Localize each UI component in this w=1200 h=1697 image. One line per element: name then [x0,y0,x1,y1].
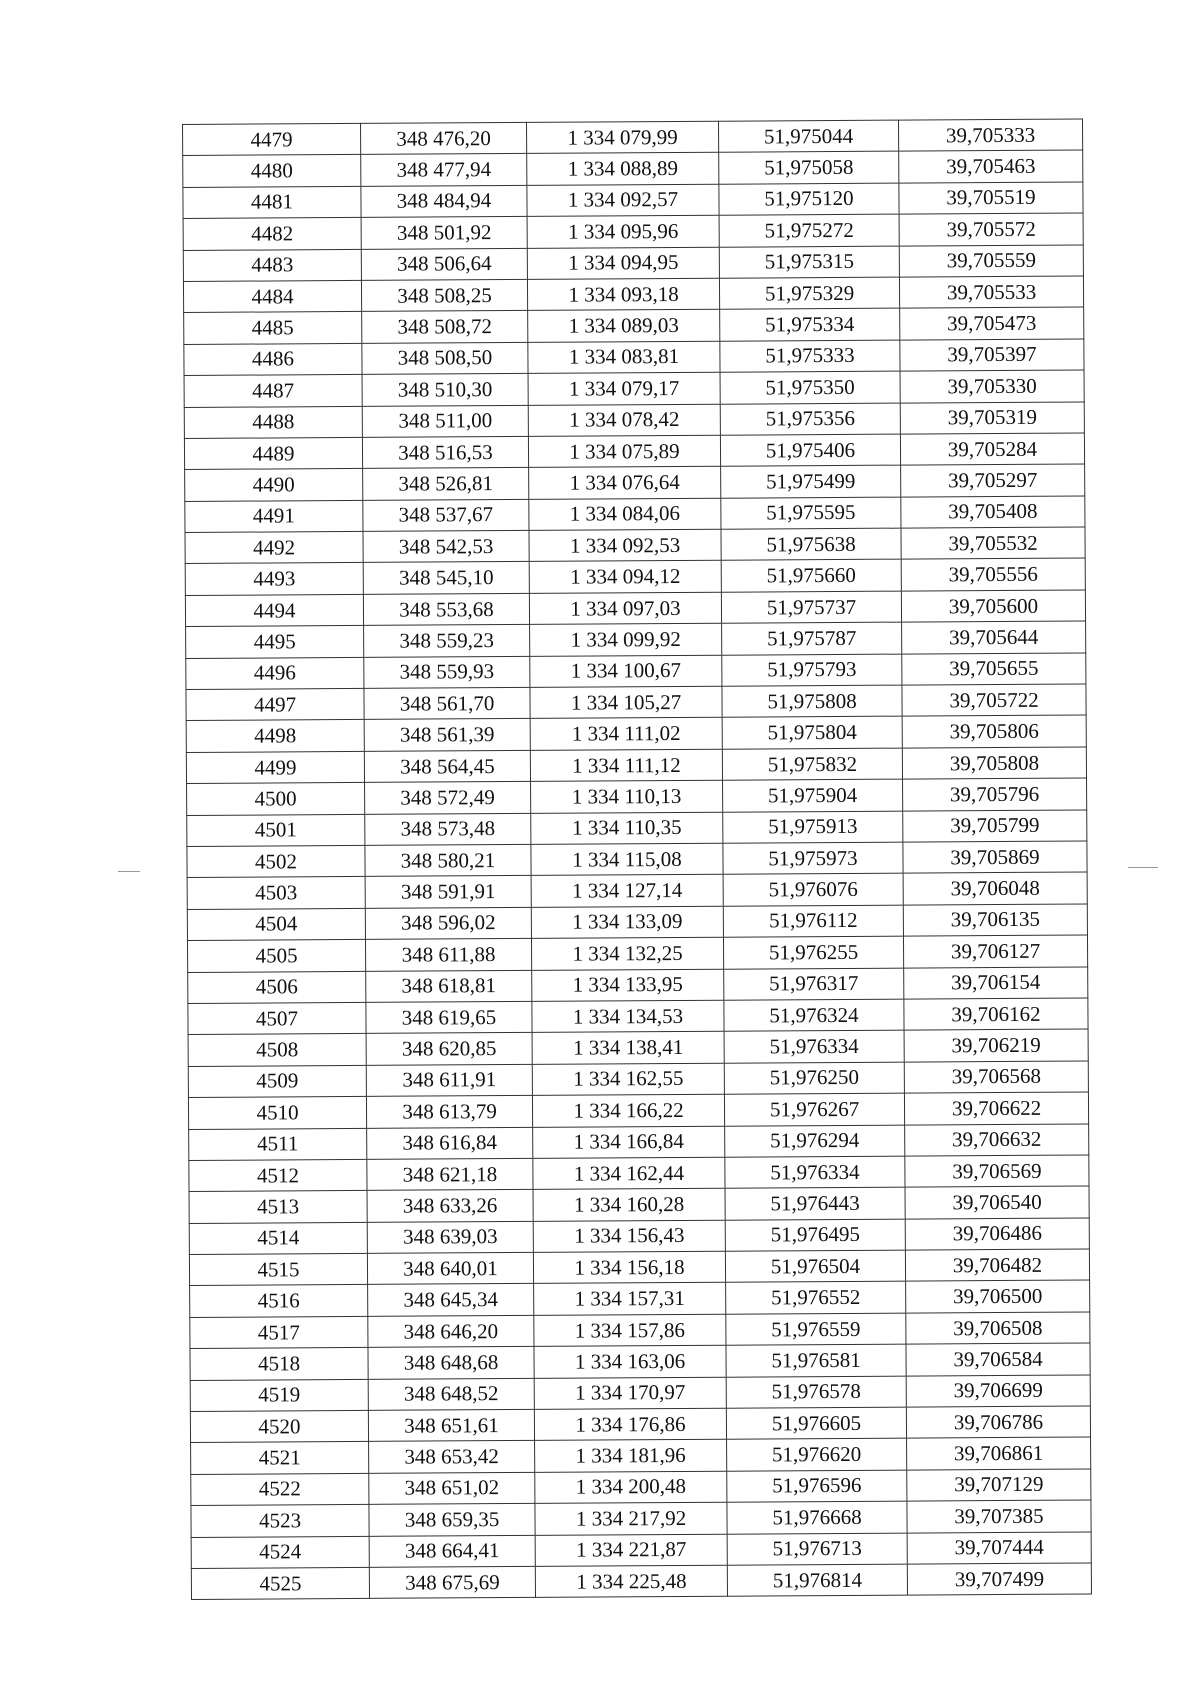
latitude-cell: 51,975120 [719,183,899,215]
longitude-cell: 39,706048 [903,872,1087,905]
y-coordinate-cell: 1 334 157,86 [534,1314,726,1347]
x-coordinate-cell: 348 506,64 [361,248,527,280]
y-coordinate-cell: 1 334 111,12 [530,749,722,782]
point-number-cell: 4518 [190,1348,368,1380]
point-number-cell: 4495 [186,626,364,658]
x-coordinate-cell: 348 559,93 [364,656,530,688]
longitude-cell: 39,706135 [903,904,1087,937]
latitude-cell: 51,975737 [721,591,901,623]
longitude-cell: 39,707444 [907,1532,1091,1565]
point-number-cell: 4491 [185,500,363,532]
latitude-cell: 51,976668 [727,1501,907,1533]
x-coordinate-cell: 348 545,10 [363,562,529,594]
x-coordinate-cell: 348 484,94 [361,185,527,217]
y-coordinate-cell: 1 334 138,41 [532,1032,724,1065]
x-coordinate-cell: 348 646,20 [368,1315,534,1347]
point-number-cell: 4500 [187,783,365,815]
x-coordinate-cell: 348 640,01 [367,1252,533,1284]
y-coordinate-cell: 1 334 099,92 [530,623,722,656]
latitude-cell: 51,976255 [723,936,903,968]
longitude-cell: 39,705473 [900,307,1084,340]
point-number-cell: 4479 [183,123,361,155]
y-coordinate-cell: 1 334 160,28 [533,1188,725,1221]
point-number-cell: 4492 [185,531,363,563]
y-coordinate-cell: 1 334 084,06 [529,498,721,531]
y-coordinate-cell: 1 334 132,25 [531,937,723,970]
x-coordinate-cell: 348 526,81 [363,468,529,500]
latitude-cell: 51,975808 [722,685,902,717]
y-coordinate-cell: 1 334 176,86 [534,1408,726,1441]
longitude-cell: 39,706219 [904,1029,1088,1062]
latitude-cell: 51,976334 [725,1156,905,1188]
y-coordinate-cell: 1 334 225,48 [535,1565,727,1598]
longitude-cell: 39,706699 [906,1375,1090,1408]
longitude-cell: 39,705556 [901,558,1085,591]
y-coordinate-cell: 1 334 127,14 [531,875,723,908]
scan-speck-right [1128,867,1158,868]
longitude-cell: 39,705284 [900,433,1084,466]
longitude-cell: 39,706482 [905,1249,1089,1282]
longitude-cell: 39,705808 [902,747,1086,780]
x-coordinate-cell: 348 639,03 [367,1221,533,1253]
x-coordinate-cell: 348 611,91 [366,1064,532,1096]
y-coordinate-cell: 1 334 115,08 [531,843,723,876]
longitude-cell: 39,706508 [906,1312,1090,1345]
point-number-cell: 4511 [189,1128,367,1160]
x-coordinate-cell: 348 516,53 [362,436,528,468]
latitude-cell: 51,976578 [726,1376,906,1408]
y-coordinate-cell: 1 334 093,18 [527,278,719,311]
point-number-cell: 4485 [184,312,362,344]
point-number-cell: 4522 [191,1473,369,1505]
latitude-cell: 51,975356 [720,403,900,435]
longitude-cell: 39,706569 [905,1155,1089,1188]
point-number-cell: 4487 [184,375,362,407]
longitude-cell: 39,705397 [900,339,1084,372]
x-coordinate-cell: 348 561,39 [364,719,530,751]
x-coordinate-cell: 348 653,42 [369,1441,535,1473]
point-number-cell: 4505 [187,940,365,972]
x-coordinate-cell: 348 508,50 [362,342,528,374]
y-coordinate-cell: 1 334 095,96 [527,215,719,248]
y-coordinate-cell: 1 334 156,43 [533,1220,725,1253]
x-coordinate-cell: 348 508,25 [361,279,527,311]
point-number-cell: 4510 [188,1097,366,1129]
latitude-cell: 51,975638 [721,528,901,560]
x-coordinate-cell: 348 675,69 [369,1566,535,1598]
y-coordinate-cell: 1 334 097,03 [529,592,721,625]
latitude-cell: 51,976076 [723,873,903,905]
y-coordinate-cell: 1 334 221,87 [535,1534,727,1567]
latitude-cell: 51,976317 [724,968,904,1000]
y-coordinate-cell: 1 334 089,03 [528,310,720,343]
longitude-cell: 39,705532 [901,527,1085,560]
x-coordinate-cell: 348 620,85 [366,1033,532,1065]
y-coordinate-cell: 1 334 200,48 [535,1471,727,1504]
coordinates-table [182,118,1092,1600]
x-coordinate-cell: 348 511,00 [362,405,528,437]
point-number-cell: 4501 [187,814,365,846]
y-coordinate-cell: 1 334 133,95 [532,969,724,1002]
x-coordinate-cell: 348 580,21 [365,844,531,876]
latitude-cell: 51,976559 [726,1313,906,1345]
point-number-cell: 4507 [188,1002,366,1034]
point-number-cell: 4482 [183,218,361,250]
latitude-cell: 51,975787 [722,622,902,654]
longitude-cell: 39,705806 [902,715,1086,748]
y-coordinate-cell: 1 334 078,42 [528,404,720,437]
x-coordinate-cell: 348 553,68 [363,593,529,625]
latitude-cell: 51,976334 [724,1030,904,1062]
y-coordinate-cell: 1 334 094,95 [527,247,719,280]
y-coordinate-cell: 1 334 157,31 [534,1283,726,1316]
latitude-cell: 51,975315 [719,246,899,278]
latitude-cell: 51,976294 [725,1125,905,1157]
y-coordinate-cell: 1 334 133,09 [531,906,723,939]
latitude-cell: 51,976814 [727,1564,907,1596]
x-coordinate-cell: 348 508,72 [362,311,528,343]
y-coordinate-cell: 1 334 111,02 [530,718,722,751]
x-coordinate-cell: 348 645,34 [368,1284,534,1316]
point-number-cell: 4516 [190,1285,368,1317]
y-coordinate-cell: 1 334 166,84 [533,1126,725,1159]
latitude-cell: 51,976504 [725,1250,905,1282]
longitude-cell: 39,705559 [899,245,1083,278]
point-number-cell: 4506 [188,971,366,1003]
latitude-cell: 51,975973 [723,842,903,874]
point-number-cell: 4480 [183,155,361,187]
point-number-cell: 4493 [185,563,363,595]
point-number-cell: 4496 [186,657,364,689]
x-coordinate-cell: 348 613,79 [366,1095,532,1127]
x-coordinate-cell: 348 659,35 [369,1504,535,1536]
y-coordinate-cell: 1 334 181,96 [535,1440,727,1473]
longitude-cell: 39,705533 [899,276,1083,309]
x-coordinate-cell: 348 648,68 [368,1347,534,1379]
longitude-cell: 39,705572 [899,213,1083,246]
point-number-cell: 4486 [184,343,362,375]
x-coordinate-cell: 348 616,84 [367,1127,533,1159]
x-coordinate-cell: 348 572,49 [365,782,531,814]
point-number-cell: 4483 [183,249,361,281]
x-coordinate-cell: 348 476,20 [360,122,526,154]
x-coordinate-cell: 348 651,02 [369,1472,535,1504]
latitude-cell: 51,976324 [724,999,904,1031]
point-number-cell: 4525 [191,1567,369,1599]
y-coordinate-cell: 1 334 134,53 [532,1000,724,1033]
x-coordinate-cell: 348 596,02 [365,907,531,939]
x-coordinate-cell: 348 561,70 [364,687,530,719]
latitude-cell: 51,975660 [721,560,901,592]
latitude-cell: 51,976443 [725,1187,905,1219]
point-number-cell: 4488 [184,406,362,438]
y-coordinate-cell: 1 334 110,13 [531,780,723,813]
x-coordinate-cell: 348 664,41 [369,1535,535,1567]
longitude-cell: 39,706154 [904,967,1088,1000]
longitude-cell: 39,706127 [903,935,1087,968]
y-coordinate-cell: 1 334 092,53 [529,529,721,562]
latitude-cell: 51,975058 [719,152,899,184]
point-number-cell: 4521 [191,1442,369,1474]
point-number-cell: 4524 [191,1536,369,1568]
point-number-cell: 4490 [185,469,363,501]
scan-speck-left [118,871,140,872]
latitude-cell: 51,975406 [720,434,900,466]
longitude-cell: 39,706632 [905,1123,1089,1156]
y-coordinate-cell: 1 334 094,12 [529,561,721,594]
coordinates-table-body [183,119,1092,1600]
point-number-cell: 4484 [183,280,361,312]
x-coordinate-cell: 348 648,52 [368,1378,534,1410]
point-number-cell: 4502 [187,845,365,877]
latitude-cell: 51,976552 [726,1282,906,1314]
y-coordinate-cell: 1 334 092,57 [527,184,719,217]
x-coordinate-cell: 348 651,61 [368,1409,534,1441]
x-coordinate-cell: 348 619,65 [366,1001,532,1033]
longitude-cell: 39,706162 [904,998,1088,1031]
point-number-cell: 4512 [189,1159,367,1191]
point-number-cell: 4481 [183,186,361,218]
longitude-cell: 39,706786 [906,1406,1090,1439]
point-number-cell: 4519 [190,1379,368,1411]
point-number-cell: 4498 [186,720,364,752]
longitude-cell: 39,705408 [901,496,1085,529]
x-coordinate-cell: 348 537,67 [363,499,529,531]
y-coordinate-cell: 1 334 163,06 [534,1345,726,1378]
y-coordinate-cell: 1 334 105,27 [530,686,722,719]
point-number-cell: 4509 [188,1065,366,1097]
y-coordinate-cell: 1 334 088,89 [527,153,719,186]
y-coordinate-cell: 1 334 100,67 [530,655,722,688]
x-coordinate-cell: 348 633,26 [367,1190,533,1222]
latitude-cell: 51,975333 [720,340,900,372]
latitude-cell: 51,976581 [726,1344,906,1376]
y-coordinate-cell: 1 334 166,22 [532,1094,724,1127]
x-coordinate-cell: 348 564,45 [364,750,530,782]
longitude-cell: 39,705869 [903,841,1087,874]
x-coordinate-cell: 348 591,91 [365,876,531,908]
point-number-cell: 4499 [186,751,364,783]
point-number-cell: 4520 [190,1410,368,1442]
latitude-cell: 51,975044 [718,120,898,152]
point-number-cell: 4508 [188,1034,366,1066]
x-coordinate-cell: 348 542,53 [363,530,529,562]
y-coordinate-cell: 1 334 217,92 [535,1502,727,1535]
x-coordinate-cell: 348 501,92 [361,217,527,249]
longitude-cell: 39,706500 [906,1280,1090,1313]
longitude-cell: 39,705519 [899,182,1083,215]
y-coordinate-cell: 1 334 162,44 [533,1157,725,1190]
y-coordinate-cell: 1 334 079,99 [526,121,718,154]
longitude-cell: 39,706622 [904,1092,1088,1125]
point-number-cell: 4517 [190,1316,368,1348]
point-number-cell: 4515 [189,1253,367,1285]
point-number-cell: 4497 [186,688,364,720]
point-number-cell: 4503 [187,877,365,909]
latitude-cell: 51,975329 [719,277,899,309]
latitude-cell: 51,975913 [723,811,903,843]
latitude-cell: 51,975804 [722,717,902,749]
x-coordinate-cell: 348 510,30 [362,374,528,406]
latitude-cell: 51,976495 [725,1219,905,1251]
longitude-cell: 39,705297 [901,464,1085,497]
latitude-cell: 51,975350 [720,371,900,403]
point-number-cell: 4489 [184,437,362,469]
longitude-cell: 39,706568 [904,1061,1088,1094]
latitude-cell: 51,975832 [722,748,902,780]
point-number-cell: 4514 [189,1222,367,1254]
y-coordinate-cell: 1 334 083,81 [528,341,720,374]
table-row [191,1563,1091,1600]
x-coordinate-cell: 348 621,18 [367,1158,533,1190]
latitude-cell: 51,975272 [719,214,899,246]
latitude-cell: 51,976605 [726,1407,906,1439]
longitude-cell: 39,707499 [907,1563,1091,1596]
y-coordinate-cell: 1 334 079,17 [528,372,720,405]
y-coordinate-cell: 1 334 170,97 [534,1377,726,1410]
y-coordinate-cell: 1 334 075,89 [528,435,720,468]
y-coordinate-cell: 1 334 162,55 [532,1063,724,1096]
longitude-cell: 39,705330 [900,370,1084,403]
point-number-cell: 4513 [189,1191,367,1223]
latitude-cell: 51,975499 [721,465,901,497]
longitude-cell: 39,705333 [898,119,1082,152]
longitude-cell: 39,705600 [901,590,1085,623]
point-number-cell: 4494 [185,594,363,626]
y-coordinate-cell: 1 334 156,18 [533,1251,725,1284]
latitude-cell: 51,976250 [724,1062,904,1094]
y-coordinate-cell: 1 334 076,64 [529,467,721,500]
latitude-cell: 51,976620 [727,1439,907,1471]
longitude-cell: 39,707385 [907,1500,1091,1533]
longitude-cell: 39,705796 [903,778,1087,811]
latitude-cell: 51,975334 [720,308,900,340]
longitude-cell: 39,705644 [902,621,1086,654]
point-number-cell: 4523 [191,1505,369,1537]
latitude-cell: 51,976596 [727,1470,907,1502]
longitude-cell: 39,706486 [905,1218,1089,1251]
latitude-cell: 51,976267 [724,1093,904,1125]
latitude-cell: 51,976112 [723,905,903,937]
latitude-cell: 51,976713 [727,1533,907,1565]
longitude-cell: 39,705319 [900,402,1084,435]
longitude-cell: 39,705799 [903,810,1087,843]
latitude-cell: 51,975904 [723,779,903,811]
longitude-cell: 39,705655 [902,653,1086,686]
x-coordinate-cell: 348 559,23 [364,625,530,657]
latitude-cell: 51,975595 [721,497,901,529]
longitude-cell: 39,705463 [899,150,1083,183]
latitude-cell: 51,975793 [722,654,902,686]
y-coordinate-cell: 1 334 110,35 [531,812,723,845]
longitude-cell: 39,706540 [905,1186,1089,1219]
longitude-cell: 39,707129 [907,1469,1091,1502]
x-coordinate-cell: 348 573,48 [365,813,531,845]
x-coordinate-cell: 348 618,81 [366,970,532,1002]
point-number-cell: 4504 [187,908,365,940]
x-coordinate-cell: 348 477,94 [361,154,527,186]
longitude-cell: 39,706584 [906,1343,1090,1376]
longitude-cell: 39,706861 [907,1437,1091,1470]
x-coordinate-cell: 348 611,88 [365,939,531,971]
longitude-cell: 39,705722 [902,684,1086,717]
